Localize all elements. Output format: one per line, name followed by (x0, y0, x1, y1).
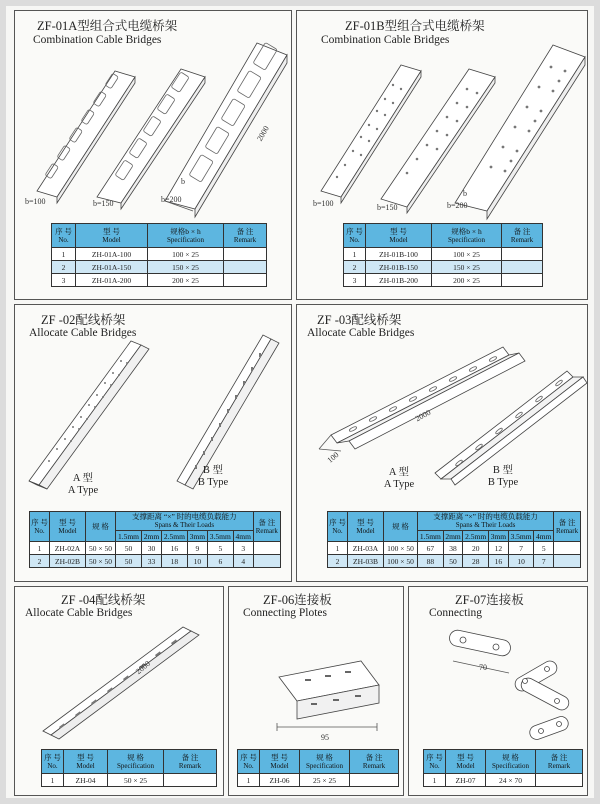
panel-title: ZF -03配线桥架 (317, 313, 402, 327)
col-model: 型 号 Model (366, 224, 432, 248)
plate-dimension-label: 70 (479, 663, 487, 672)
panel-zf07 (408, 586, 588, 796)
table-row: 1 ZH-06 25 × 25 (238, 774, 399, 787)
col-remark: 备 注 Remark (164, 750, 217, 774)
plate-dimension-label: 95 (321, 733, 329, 742)
straight-plate-illustration (448, 629, 512, 658)
spec-table-zf06 (237, 749, 399, 787)
table-row: 1 ZH-02A 50 × 50 50 30 16 9 5 3 (30, 542, 281, 555)
col-span-loads: 支撑距离 “×” 时的电缆负载能力 Spans & Their Loads (116, 512, 254, 531)
type-a-label: A 型 A Type (383, 467, 415, 490)
col-remark: 备 注 Remark (536, 750, 583, 774)
col-no: 序 号 No. (238, 750, 260, 774)
type-b-label: B 型 B Type (487, 465, 519, 488)
col-no: 序 号 No. (424, 750, 446, 774)
panel-subtitle: Connecting (429, 607, 483, 619)
panel-title: ZF-07连接板 (455, 593, 524, 607)
width-label-b150: b=150 (377, 203, 398, 212)
col-spec: 规 格 (384, 512, 418, 542)
width-label-b150: b=150 (93, 199, 114, 208)
table-row: 2 ZH-01A-150 150 × 25 (52, 261, 267, 274)
table-row: 1 ZH-01A-100 100 × 25 (52, 248, 267, 261)
table-row: 3 ZH-01A-200 200 × 25 (52, 274, 267, 287)
spec-table-zf07 (423, 749, 583, 787)
table-row: 1 ZH-03A 100 × 50 67 38 20 12 7 5 (328, 542, 581, 555)
table-row: 1 ZH-04 50 × 25 (42, 774, 217, 787)
width-label-b200: b=200 (447, 201, 468, 210)
panel-zf03 (296, 304, 588, 582)
col-remark: 备 注 Remark (224, 224, 267, 248)
spec-table-zf04 (41, 749, 217, 787)
panel-title: ZF-01A型组合式电缆桥架 (37, 19, 178, 33)
spec-table-zf02: 序 号 No. 型 号 Model 规 格 支撑距离 “×” 时的电缆负载能力 Spans & Their Loads 备 注 Remark 1.5mm 2mm 2.5mm 3mm 3.5mm 4mm 1 ZH-02A 50 × 50 50 30 16 9 5 3 2 ZH-02B 50 × 50 50 33 18 10 6 4 (29, 511, 281, 568)
panel-subtitle: Combination Cable Bridges (321, 34, 450, 46)
panel-subtitle: Combination Cable Bridges (33, 34, 162, 46)
allocate-bridge-04-drawing (15, 621, 224, 741)
panel-subtitle: Connecting Plotes (243, 607, 328, 619)
panel-zf06 (228, 586, 404, 796)
col-no: 序 号 No. (30, 512, 50, 542)
col-remark: 备 注 Remark (502, 224, 543, 248)
allocate-bridge-03-drawing (297, 331, 588, 491)
angled-plate-illustration (513, 658, 572, 712)
col-model: 型 号 Model (348, 512, 384, 542)
spec-table-zf01b (343, 223, 543, 287)
b-dimension-label: b (463, 189, 467, 198)
col-remark: 备 注 Remark (253, 512, 280, 542)
panel-subtitle: Allocate Cable Bridges (25, 607, 133, 619)
table-row: 2 ZH-03B 100 × 50 88 50 28 16 10 7 (328, 555, 581, 568)
combination-bridge-a-drawing (15, 41, 292, 211)
col-model: 型 号 Model (76, 224, 148, 248)
width-dimension-label: 100 (325, 450, 341, 465)
col-spec: 规 格 Specification (486, 750, 536, 774)
col-no: 序 号 No. (328, 512, 348, 542)
b-dimension-label: b (181, 177, 185, 186)
length-dimension-label: 2000 (413, 407, 433, 424)
type-a-label: A 型 A Type (67, 473, 99, 496)
panel-zf04 (14, 586, 224, 796)
panel-subtitle: Allocate Cable Bridges (307, 327, 415, 339)
col-remark: 备 注 Remark (350, 750, 399, 774)
col-no: 序 号 No. (344, 224, 366, 248)
col-spec: 规格b × h Specification (148, 224, 224, 248)
length-dimension-label: 2000 (255, 124, 271, 143)
col-spec: 规 格 Specification (300, 750, 350, 774)
connecting-plate-07-drawing (409, 621, 588, 751)
col-no: 序 号 No. (52, 224, 76, 248)
panel-zf02 (14, 304, 292, 582)
table-row: 1 ZH-01B-100 100 × 25 (344, 248, 543, 261)
type-b-label: B 型 B Type (197, 465, 229, 488)
col-model: 型 号 Model (260, 750, 300, 774)
corner-plate-illustration (528, 715, 570, 742)
panel-zf01a (14, 10, 292, 300)
width-label-b100: b=100 (313, 199, 334, 208)
panel-zf01b (296, 10, 588, 300)
panel-title: ZF -04配线桥架 (61, 593, 146, 607)
width-label-b100: b=100 (25, 197, 46, 206)
table-row: 1 ZH-07 24 × 70 (424, 774, 583, 787)
col-model: 型 号 Model (50, 512, 86, 542)
panel-title: ZF-01B型组合式电缆桥架 (345, 19, 485, 33)
catalog-page (6, 6, 594, 798)
table-row: 3 ZH-01B-200 200 × 25 (344, 274, 543, 287)
connecting-plate-06-drawing (229, 647, 404, 747)
table-row: 2 ZH-02B 50 × 50 50 33 18 10 6 4 (30, 555, 281, 568)
panel-title: ZF -02配线桥架 (41, 313, 126, 327)
col-spec: 规 格 Specification (108, 750, 164, 774)
combination-bridge-b-drawing (297, 41, 588, 211)
type-a-tray-illustration (29, 341, 149, 489)
col-span-loads: 支撑距离 “×” 时的电缆负载能力 Spans & Their Loads (418, 512, 554, 531)
width-label-b200: b=200 (161, 195, 182, 204)
col-model: 型 号 Model (446, 750, 486, 774)
col-spec: 规 格 (86, 512, 116, 542)
panel-title: ZF-06连接板 (263, 593, 332, 607)
col-model: 型 号 Model (64, 750, 108, 774)
col-remark: 备 注 Remark (554, 512, 581, 542)
col-no: 序 号 No. (42, 750, 64, 774)
spec-table-zf03: 序 号 No. 型 号 Model 规 格 支撑距离 “×” 时的电缆负载能力 Spans & Their Loads 备 注 Remark 1.5mm 2mm 2.5mm 3mm 3.5mm 4mm 1 ZH-03A 100 × 50 67 38 20 12 7 5 2 ZH-03B 100 × 50 88 50 28 16 10 7 (327, 511, 581, 568)
allocate-bridge-02-drawing (15, 331, 292, 491)
panel-subtitle: Allocate Cable Bridges (29, 327, 137, 339)
length-dimension-label: 2000 (133, 658, 153, 677)
spec-table-zf01a (51, 223, 267, 287)
table-row: 2 ZH-01B-150 150 × 25 (344, 261, 543, 274)
col-spec: 规格b × h Specification (432, 224, 502, 248)
